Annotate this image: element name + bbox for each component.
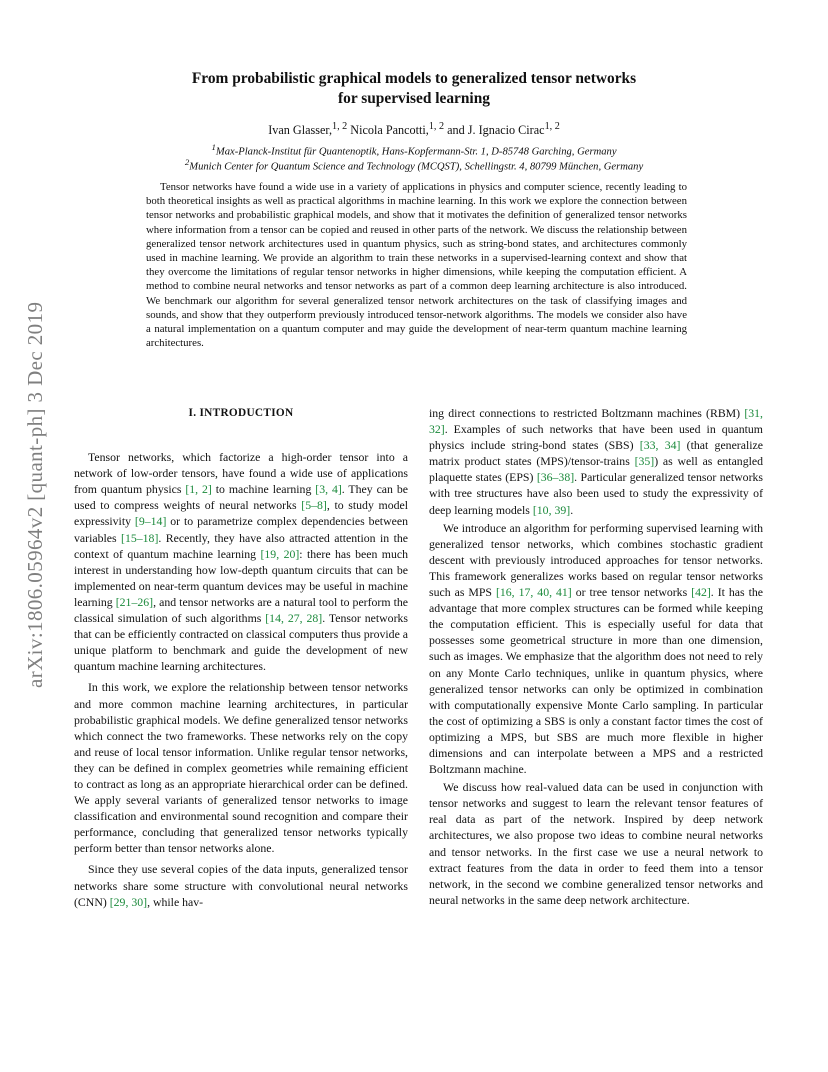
citation-link[interactable]: [35]	[634, 454, 655, 469]
affiliation-1-mark: 1	[211, 142, 216, 152]
title-line-1: From probabilistic graphical models to generalized tensor networks	[191, 70, 637, 87]
intro-paragraph-2: In this work, we explore the relationship between tensor networks and more common machine learning architectures, in particular probabilistic graphical models. We define generalized tensor networks which connect the two frameworks. These networks rely on the copy and reuse of local tensor information. Unlike regular tensor networks, they can be defined in complex geometries while remaining efficient to contract as long as an appropriate hierarchical order can be defined. We apply several variants of generalized tensor networks to image classification and environmental sound recognition and compare their performance, concluding that generalized tensor networks typically perform better than tensor networks alone.	[74, 680, 408, 856]
author-1-affiliation-marks: 1, 2	[332, 121, 348, 132]
citation-link[interactable]: [10, 39]	[532, 502, 571, 517]
title-line-2: for supervised learning	[338, 89, 490, 107]
citation-link[interactable]: [1, 2]	[185, 482, 212, 497]
left-column	[74, 405, 408, 910]
intro-paragraph-4: We introduce an algorithm for performing supervised learning with generalized tensor networks, which combines stochastic gradient descent with previously introduced approaches for tensor networks. This framework generalizes works based on regular tensor networks such as MPS [16, 17, 40, 41] or tree tensor networks [42]. It has the advantage that more complex structures can be formed while keeping the computation efficient. This is especially useful for data that possesses some geometrical structure in more than one dimension, such as images. We emphasize that the algorithm does not need to rely on any Monte Carlo techniques, unlike in quantum physics, where generalized tensor networks can only be optimized in combination with computationally expensive Monte Carlo sampling. In particular the cost of optimizing a SBS is only a constant factor times the cost of optimizing a MPS, but SBS are much more flexible in higher dimensions and can interpolate between a MPS and a restricted Boltzmann machine.	[429, 520, 763, 777]
intro-paragraph-1: Tensor networks, which factorize a high-order tensor into a network of low-order tensors, have found a wide use of applications from quantum physics [1, 2] to machine learning [3, 4]. They can be used to compress weights of neural networks [5–8], to study model expressivity [9–14] or to parametrize complex dependencies between variables [15–18]. Recently, they have also attracted attention in the context of quantum machine learning [19, 20]: there has been much interest in understanding how low-depth quantum circuits that can be implemented on near-term quantum devices may be useful in machine learning [21–26], and tensor networks are a natural tool to perform the classical simulation of such algorithms [14, 27, 28]. Tensor networks that can be efficiently contracted on classical computers thus provide a unique platform to benchmark and guide the development of new quantum machine learning architectures.	[74, 450, 409, 674]
abstract: Tensor networks have found a wide use in a variety of applications in physics and computer science, recently leading to both theoretical insights as well as practical algorithms in machine learning. In this work we explore the connection between tensor networks and probabilistic graphical models, and show that it motivates the definition of generalized tensor networks where information from a tensor can be copied and reused in other parts of the network. We discuss the relationship between generalized tensor network architectures used in quantum physics, such as string-bond states, and architectures commonly used in machine learning. We provide an algorithm to train these networks in a supervised-learning context and show that they overcome the limitations of regular tensor networks in higher dimensions, while keeping the computation efficient. A method to combine neural networks and tensor networks as part of a common deep learning architecture is also introduced. We benchmark our algorithm for several generalized tensor network architectures on the task of classifying images and sounds, and show that they outperform previously introduced tensor-network algorithms. The models we consider also have a natural implementation on a quantum computer and may guide the development of near-term quantum machine learning architectures.	[146, 181, 687, 350]
affiliation-2-mark: 2	[184, 157, 190, 167]
section-heading-introduction: I. INTRODUCTION	[188, 407, 294, 419]
author-3-affiliation-marks: 1, 2	[544, 121, 560, 132]
author-1: Ivan Glasser,	[268, 123, 332, 138]
intro-paragraph-3: Since they use several copies of the data inputs, generalized tensor networks share some structure with convolutional neural networks (CNN) [29, 30], while hav-	[74, 862, 408, 909]
citation-link[interactable]: [5–8]	[301, 498, 327, 513]
citation-link[interactable]: [9–14]	[134, 514, 167, 529]
author-3: and J. Ignacio Cirac	[444, 123, 545, 138]
arxiv-stamp: arXiv:1806.05964v2 [quant-ph] 3 Dec 2019	[23, 301, 47, 688]
citation-link[interactable]: [21–26]	[115, 594, 154, 609]
citation-link[interactable]: [19, 20]	[260, 546, 300, 561]
citation-link[interactable]: [15–18]	[121, 530, 159, 545]
affiliation-1	[110, 142, 718, 158]
citation-link[interactable]: [31, 32]	[429, 406, 763, 437]
citation-link[interactable]: [36–38]	[536, 470, 575, 485]
author-2-affiliation-marks: 1, 2	[428, 121, 445, 132]
affiliation-1-text: Max-Planck-Institut für Quantenoptik, Hans-Kopfermann-Str. 1, D-85748 Garching, Germany	[215, 146, 617, 158]
intro-paragraph-3-continued: ing direct connections to restricted Boltzmann machines (RBM) [31, 32]. Examples of such networks that have been used in quantum physics include string-bond states (SBS) [33, 34] (that generalize matrix product states (MPS)/tensor-trains [35]) as well as entangled plaquette states (EPS) [36–38]. Particular generalized tensor networks with tree structures have also been used to study the expressivity of deep learning models [10, 39].	[429, 406, 764, 517]
citation-link[interactable]: [29, 30]	[109, 894, 148, 909]
intro-paragraph-5: We discuss how real-valued data can be used in conjunction with tensor networks and suggest to learn the relevant tensor features of real data as part of the network. Inspired by deep network architectures, we also propose two ideas to combine neural networks and tensor networks. In the first case we use a neural network to extract features from the data in order to feed them into a tensor network, in the second we combine generalized tensor networks and neural networks in the same deep network architecture.	[429, 780, 763, 907]
right-column	[429, 405, 763, 908]
citation-link[interactable]: [14, 27, 28]	[265, 611, 323, 626]
citation-link[interactable]: [42]	[691, 585, 711, 600]
affiliation-2	[110, 157, 718, 173]
affiliation-2-text: Munich Center for Quantum Science and Technology (MCQST), Schellingstr. 4, 80799 München, Germany	[189, 161, 644, 173]
citation-link[interactable]: [33, 34]	[639, 438, 681, 453]
citation-link[interactable]: [3, 4]	[315, 482, 342, 497]
paper-title	[110, 69, 718, 108]
author-list	[110, 121, 718, 138]
citation-link[interactable]: [16, 17, 40, 41]	[495, 585, 572, 600]
author-2: Nicola Pancotti,	[347, 123, 429, 138]
